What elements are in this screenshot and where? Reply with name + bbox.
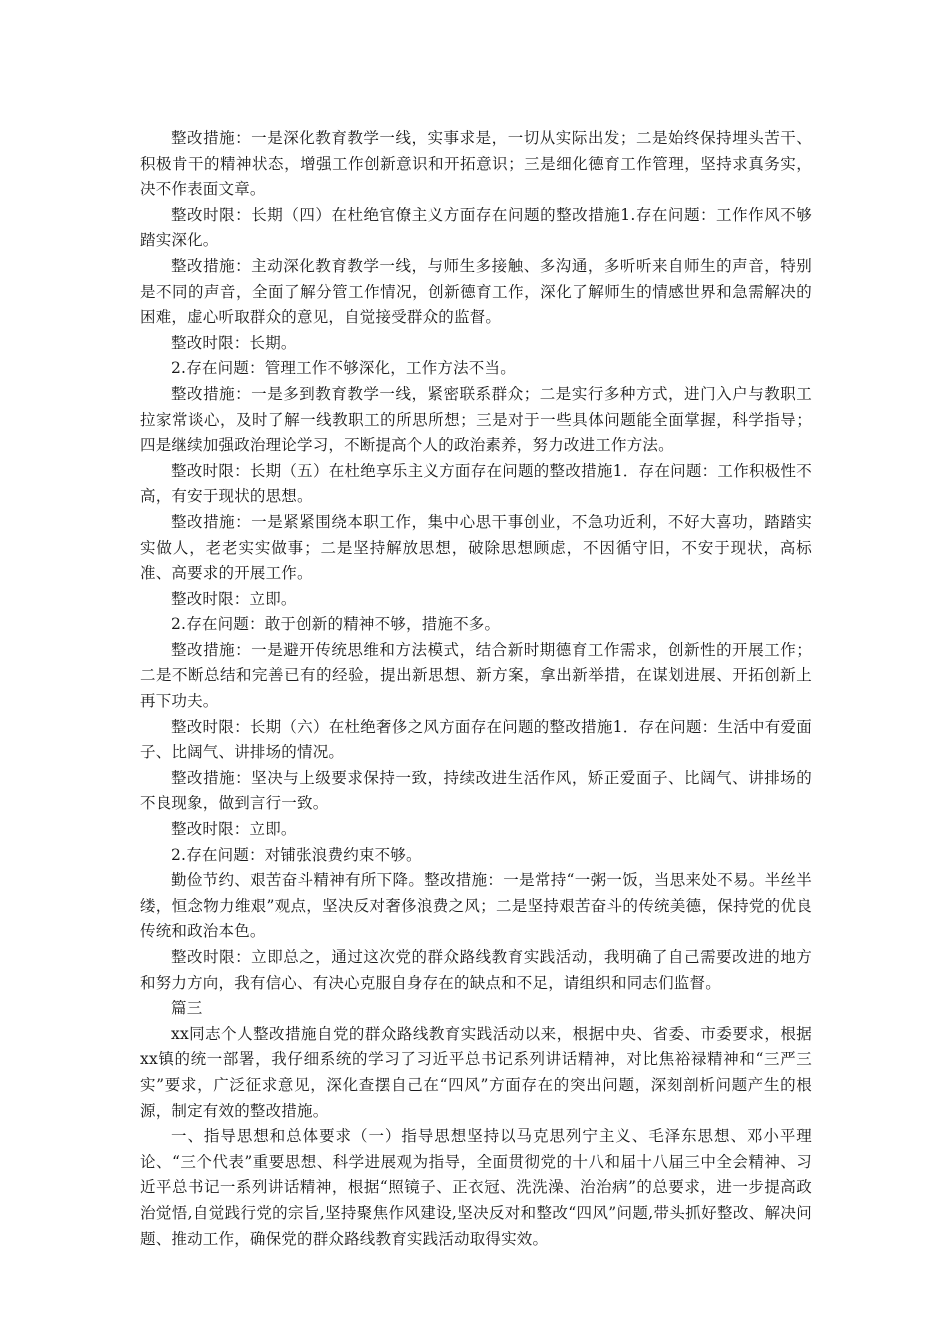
- paragraph: 整改时限：立即。: [171, 589, 297, 608]
- paragraph: 整改措施：一是紧紧围绕本职工作，集中心思干事创业，不急功近利，不好大喜功，踏踏实实做人，老老实实做事；二是坚持解放思想，破除思想顾虑，不因循守旧，不安于现状，高标准、高要求的开展工作。: [140, 512, 812, 583]
- paragraph: 整改时限：立即总之，通过这次党的群众路线教育实践活动，我明确了自己需要改进的地方和努力方向，我有信心、有决心克服自身存在的缺点和不足，请组织和同志们监督。: [140, 948, 812, 992]
- paragraph: 整改措施：主动深化教育教学一线，与师生多接触、多沟通，多听听来自师生的声音，特别是不同的声音，全面了解分管工作情况，创新德育工作，深化了解师生的情感世界和急需解决的困难，虚心听取群众的意见，自觉接受群众的监督。: [140, 256, 812, 327]
- document-body: [140, 126, 812, 1252]
- paragraph: 2.存在问题：对铺张浪费约束不够。: [171, 845, 422, 864]
- paragraph: 整改时限：长期。: [171, 333, 297, 352]
- paragraph: 2.存在问题：敢于创新的精神不够，措施不多。: [171, 615, 501, 634]
- paragraph: 整改时限：长期（四）在杜绝官僚主义方面存在问题的整改措施1.存在问题：工作作风不够踏实深化。: [140, 205, 812, 250]
- paragraph: 整改时限：立即。: [171, 820, 297, 839]
- paragraph: 一、指导思想和总体要求（一）指导思想坚持以马克思列宁主义、毛泽东思想、邓小平理论、“三个代表”重要思想、科学进展观为指导，全面贯彻党的十八和届十八届三中全会精神、习近平总书记一系列讲话精神，根据“照镜子、正衣冠、洗洗澡、治治病”的总要求，进一步提高政治觉悟,自觉践行党的宗旨,坚持聚焦作风建设,坚决反对和整改“四风”问题,带头抓好整改、解决问题、推动工作，确保党的群众路线教育实践活动取得实效。: [140, 1127, 812, 1248]
- paragraph: 整改措施：坚决与上级要求保持一致，持续改进生活作风，矫正爱面子、比阔气、讲排场的不良现象，做到言行一致。: [140, 768, 812, 813]
- paragraph: 2.存在问题：管理工作不够深化，工作方法不当。: [171, 359, 516, 378]
- paragraph: 整改时限：长期（六）在杜绝奢侈之风方面存在问题的整改措施1．存在问题：生活中有爱面子、比阔气、讲排场的情况。: [140, 717, 812, 762]
- paragraph: 整改措施：一是避开传统思维和方法模式，结合新时期德育工作需求，创新性的开展工作；二是不断总结和完善已有的经验，提出新思想、新方案，拿出新举措，在谋划进展、开拓创新上再下功夫。: [140, 640, 812, 711]
- paragraph: xx同志个人整改措施自党的群众路线教育实践活动以来，根据中央、省委、市委要求，根据xx镇的统一部署，我仔细系统的学习了习近平总书记系列讲话精神，对比焦裕禄精神和“三严三实”要求，广泛征求意见，深化查摆自己在“四风”方面存在的突出问题，深刻剖析问题产生的根源，制定有效的整改措施。: [140, 1024, 812, 1120]
- paragraph: 整改措施：一是多到教育教学一线，紧密联系群众；二是实行多种方式，进门入户与教职工拉家常谈心，及时了解一线教职工的所思所想；三是对于一些具体问题能全面掌握，科学指导；四是继续加强政治理论学习，不断提高个人的政治素养，努力改进工作方法。: [140, 384, 812, 455]
- section-heading: 篇三: [171, 999, 203, 1018]
- paragraph: 整改措施：一是深化教育教学一线，实事求是，一切从实际出发；二是始终保持埋头苦干、积极肯干的精神状态，增强工作创新意识和开拓意识；三是细化德育工作管理，坚持求真务实，决不作表面文章。: [140, 129, 812, 199]
- paragraph: 勤俭节约、艰苦奋斗精神有所下降。整改措施：一是常持“一粥一饭，当思来处不易。半丝半缕，恒念物力维艰”观点，坚决反对奢侈浪费之风；二是坚持艰苦奋斗的传统美德，保持党的优良传统和政治本色。: [140, 871, 812, 941]
- paragraph: 整改时限：长期（五）在杜绝享乐主义方面存在问题的整改措施1．存在问题：工作积极性不高，有安于现状的思想。: [140, 461, 812, 506]
